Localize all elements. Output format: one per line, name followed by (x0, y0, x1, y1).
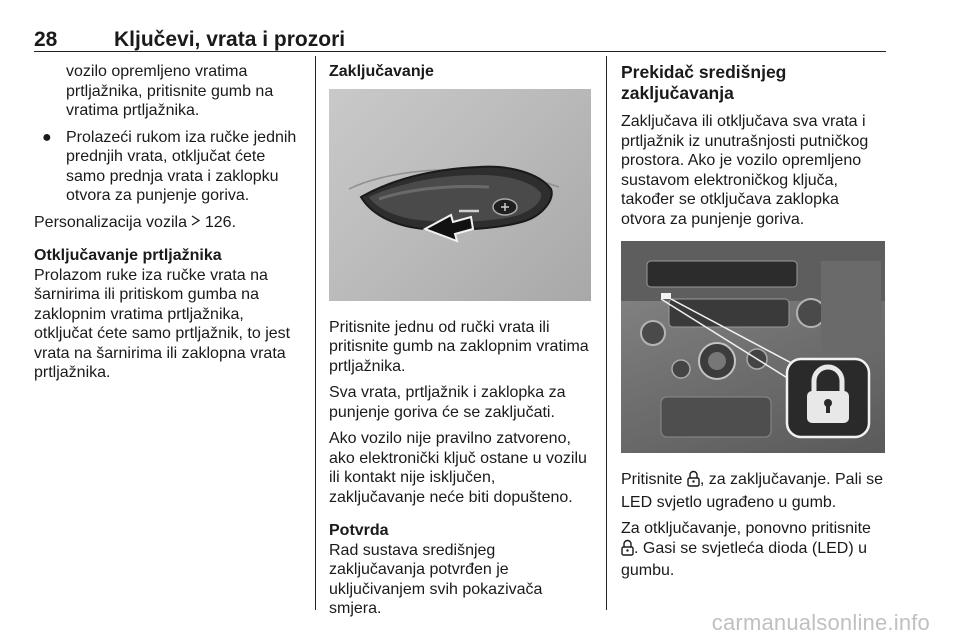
switch-text-3 (621, 519, 887, 581)
lock-text-2: Sva vrata, prtljažnik i zaklopka za punjenje goriva će se zaključati. (329, 384, 566, 421)
column-1 (34, 62, 300, 390)
column-2 (329, 62, 591, 626)
dashboard-drawing (621, 241, 885, 453)
switch-text-2 (621, 470, 887, 512)
column-divider-2 (606, 56, 607, 610)
door-handle-drawing (329, 89, 591, 301)
page-number: 28 (34, 28, 58, 51)
lock-text-3: Ako vozilo nije pravilno zatvoreno, ako elektronički ključ ostane u vozilu ili kontakt nije isključen, zaključavanje neće biti dopušteno. (329, 430, 587, 506)
lock-icon (687, 470, 700, 493)
watermark: carmanualsonline.info (711, 610, 930, 635)
bullet-dot: ● (42, 128, 52, 146)
chapter-title: Ključevi, vrata i prozori (114, 28, 346, 51)
heading-locking: Zaključavanje (329, 63, 434, 80)
column-3 (621, 62, 887, 588)
press-label: Pritisnite (621, 471, 683, 488)
page-ref-arrow-icon (191, 213, 200, 233)
unlock-label: Za otključavanje, ponovno pritisnite (621, 520, 871, 537)
confirm-text: Rad sustava središnjeg zaključavanja potvrđen je uključivanjem svih pokazivača smjera. (329, 541, 543, 617)
column-divider-1 (315, 56, 316, 610)
door-handle-illustration (329, 89, 591, 301)
bullet-text: Prolazeći rukom iza ručke jednih prednjih vrata, otključat ćete samo prednja vrata i zaklopku otvora za punjenje goriva. (66, 128, 297, 204)
lock-text-1: Pritisnite jednu od ručki vrata ili pritisnite gumb na zaklopnim vratima prtljažnika. (329, 318, 589, 375)
personalization-page[interactable]: 126. (204, 213, 237, 231)
unlock-instruction: . Gasi se svjetleća dioda (LED) u gumbu. (621, 539, 867, 579)
lock-icon-2 (621, 539, 634, 562)
heading-confirmation: Potvrda (329, 522, 389, 539)
heading-central-lock-switch: Prekidač središnjeg zaključavanja (621, 62, 787, 103)
trunk-text: Prolazom ruke iza ručke vrata na šarnirima ili pritiskom gumba na zaklopnim vratima prtljažnika, otključat ćete samo prtljažnik, to jest vrata na šarnirima ili zaklopna vrata prtljažnika. (34, 266, 291, 381)
heading-trunk-unlock: Otključavanje prtljažnika (34, 247, 222, 264)
lock-instruction: , za zaključavanje. Pali se LED svjetlo ugrađeno u gumb. (621, 471, 884, 511)
switch-text-1: Zaključava ili otključava sva vrata i prtljažnik iz unutrašnjosti putničkog prostora. Ako je vozilo opremljeno sustavom elektroničkog ključa, također se otključava zaklopka otvora za punjenje goriva. (621, 113, 869, 228)
personalization-ref (34, 213, 300, 233)
header-rule (34, 51, 886, 52)
bullet-item (34, 128, 300, 206)
personalization-label: Personalizacija vozila (34, 213, 187, 231)
continued-text: vozilo opremljeno vratima prtljažnika, pritisnite gumb na vratima prtljažnika. (66, 63, 274, 119)
dashboard-lock-button-photo (621, 241, 885, 453)
page-header (34, 28, 886, 52)
